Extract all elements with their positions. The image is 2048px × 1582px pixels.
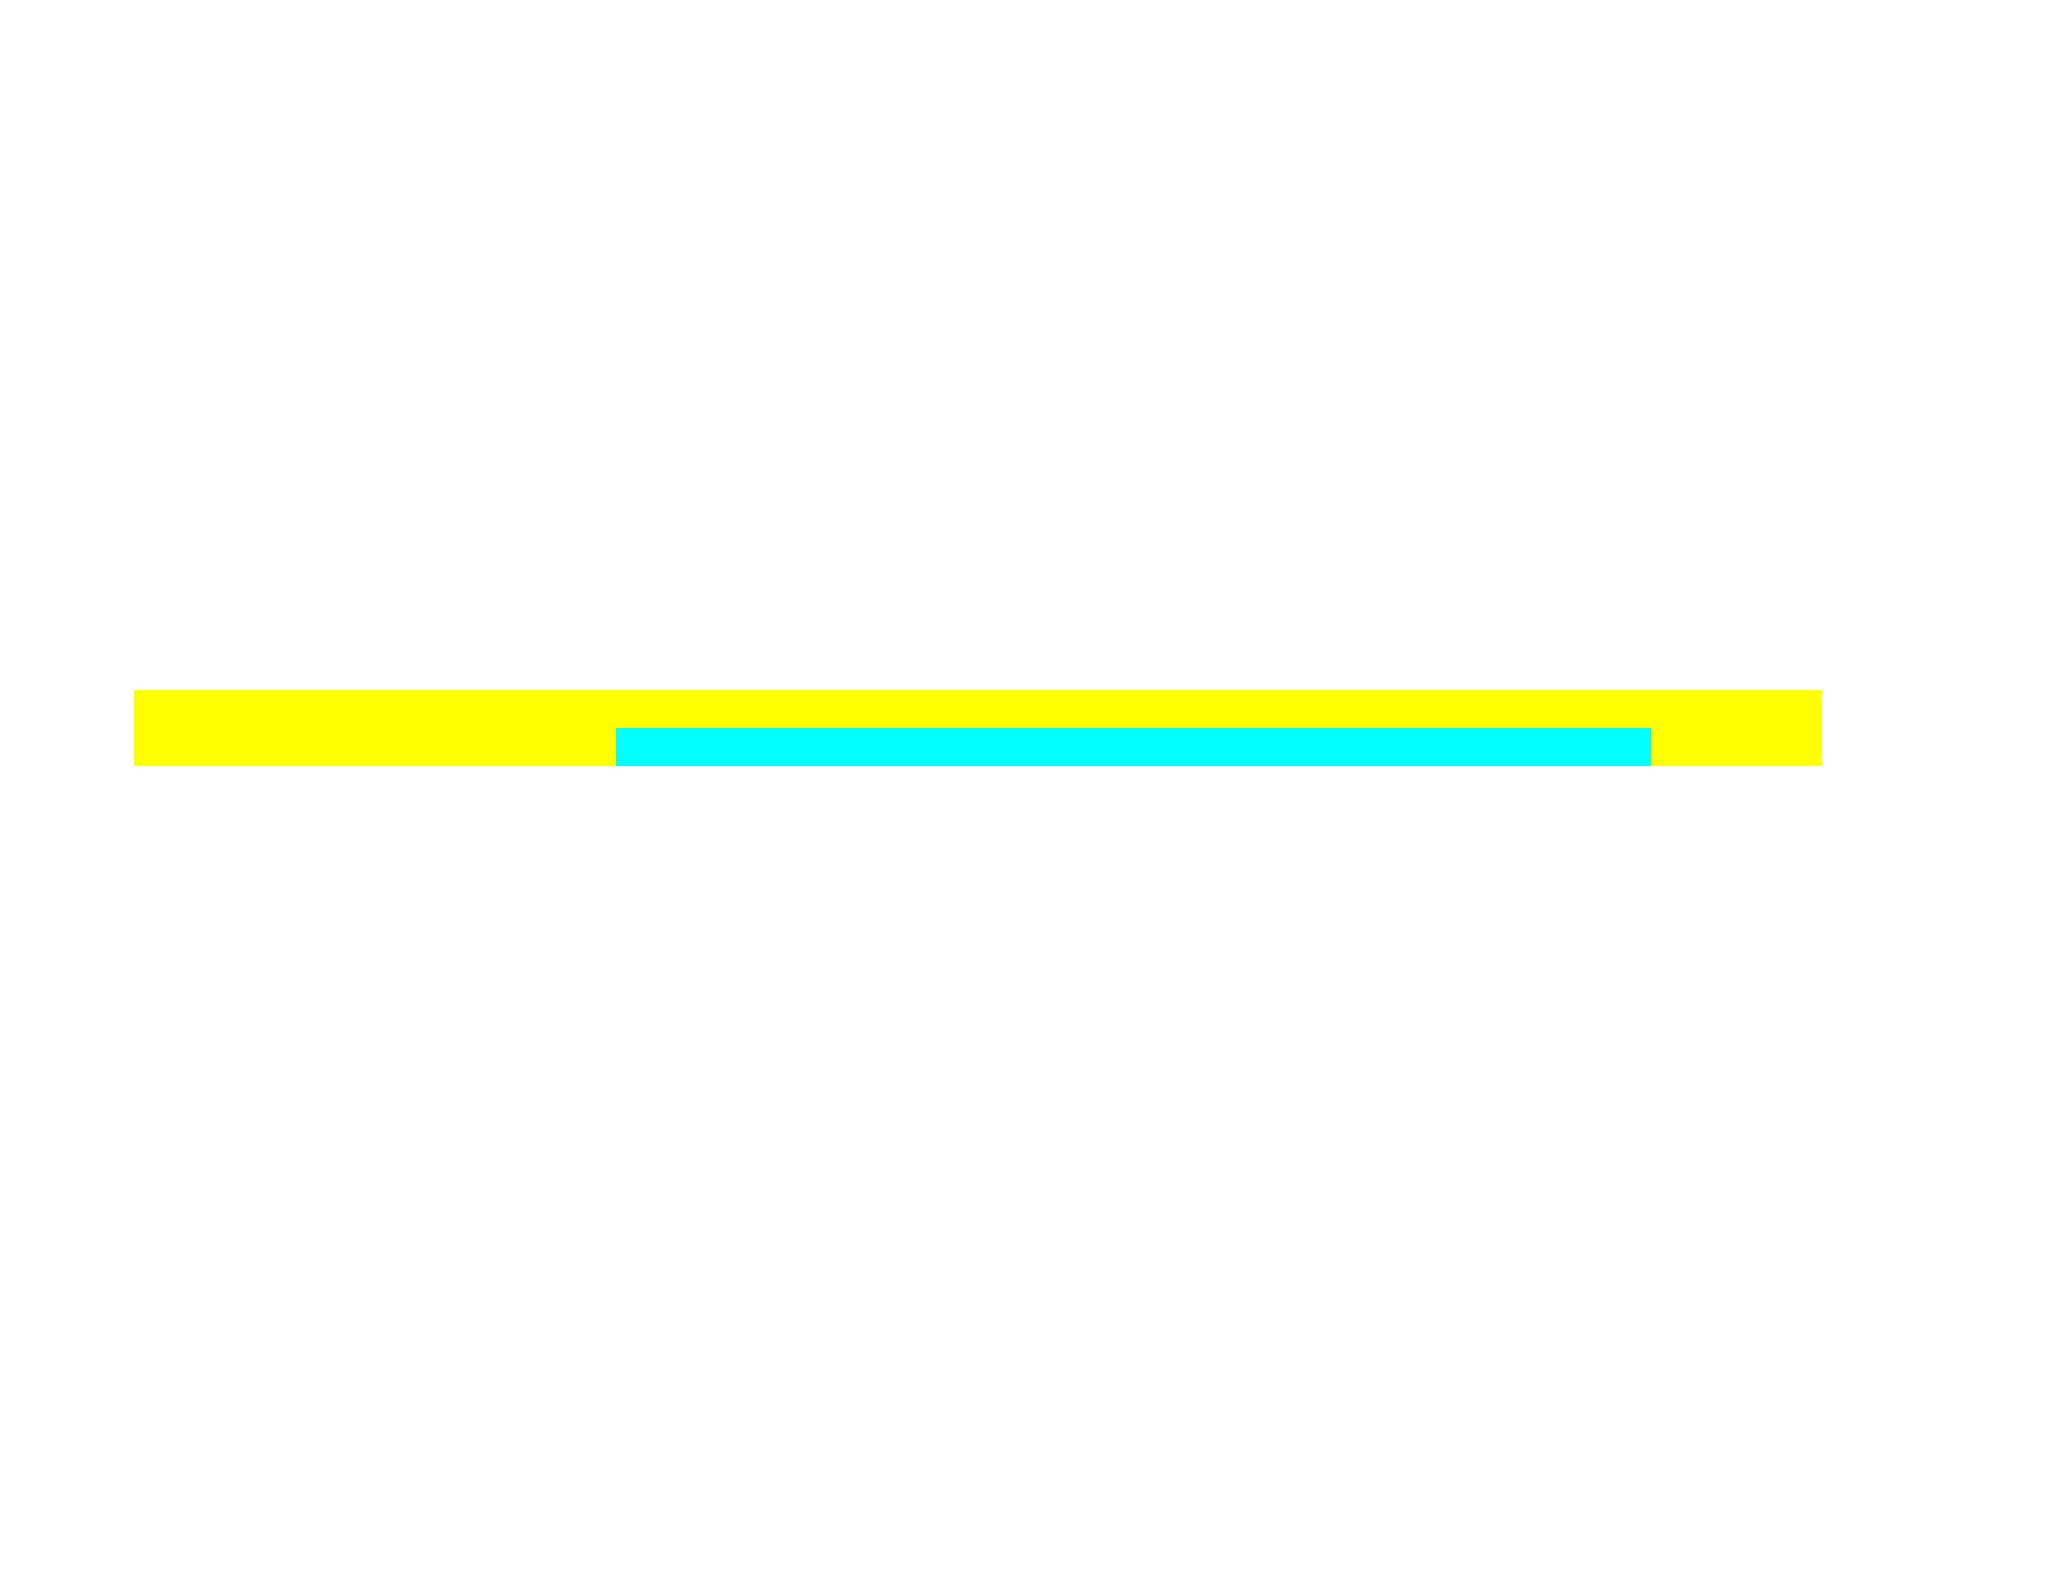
top-section-clip xyxy=(0,140,2048,200)
units-band xyxy=(616,728,1651,766)
